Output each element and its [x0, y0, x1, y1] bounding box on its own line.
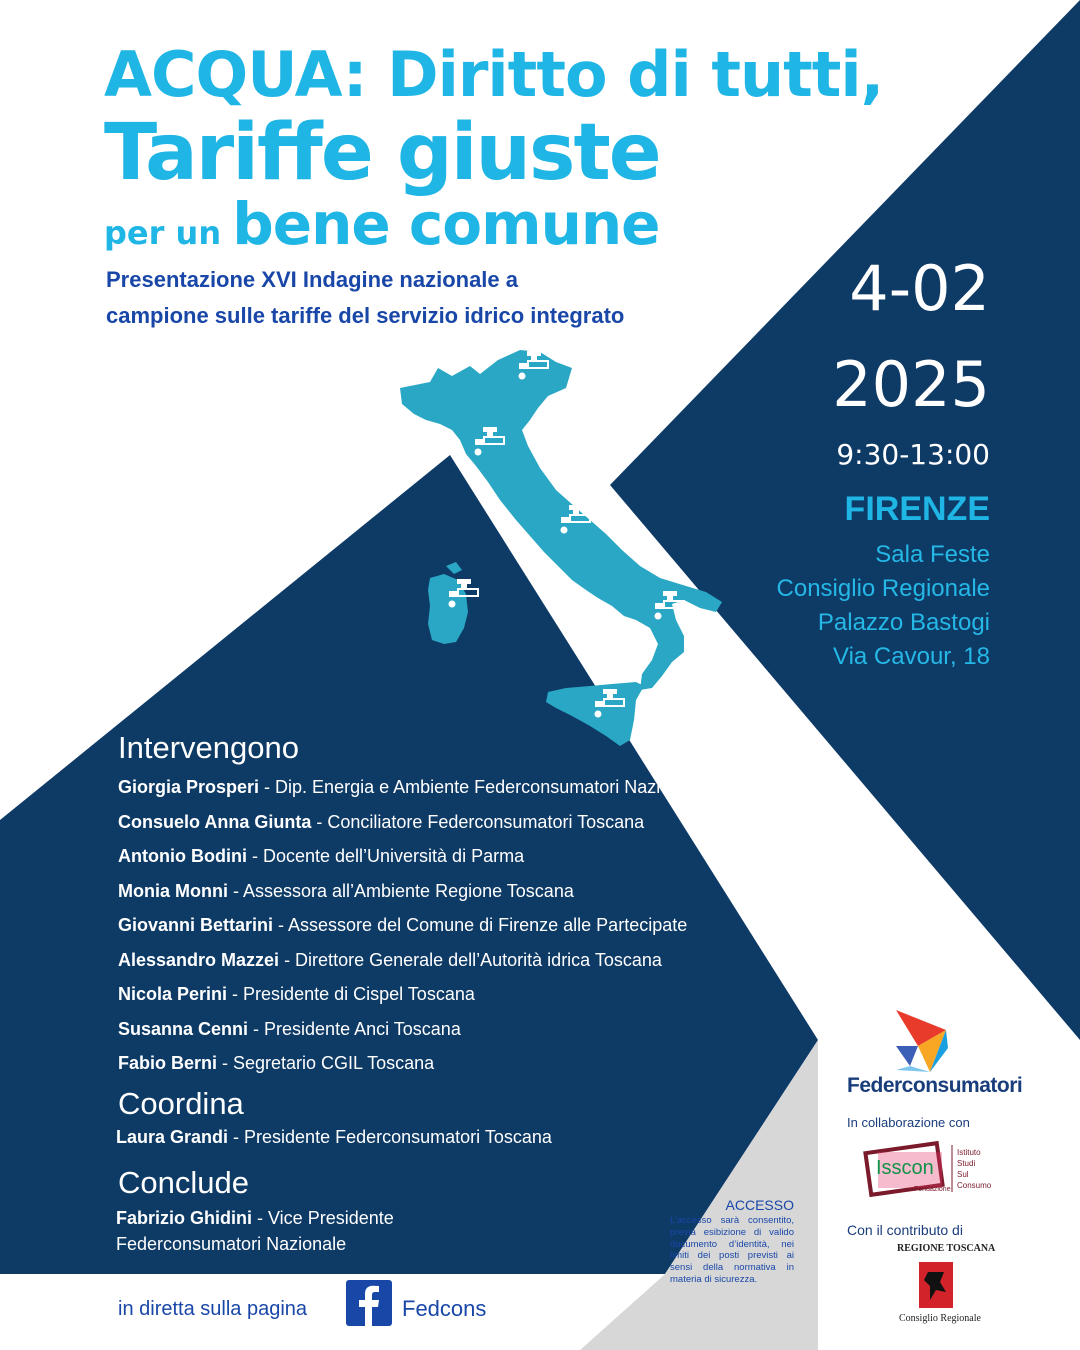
speaker-name: Giovanni Bettarini — [118, 915, 274, 935]
isscon-fondazione: Fondazione — [914, 1186, 951, 1193]
speaker-name: Monia Monni — [118, 880, 228, 901]
speaker-row — [118, 1046, 704, 1081]
event-venue — [777, 538, 990, 674]
isscon-line: Sul — [957, 1170, 969, 1179]
venue-line: Consiglio Regionale — [776, 575, 990, 602]
speaker-name: Fabio Berni — [118, 1053, 218, 1073]
section-coordina: Coordina — [118, 1086, 244, 1121]
venue-line: Palazzo Bastogi — [817, 609, 990, 636]
consiglio-regionale-label: Consiglio Regionale — [899, 1313, 981, 1324]
venue-line: Sala Feste — [875, 541, 990, 568]
isscon-name: Isscon — [876, 1157, 934, 1179]
speaker-row — [118, 805, 704, 840]
title-line-2: Tariffe giuste — [104, 108, 660, 198]
isscon-subtitle — [957, 1147, 991, 1191]
title-line-3-small: per un — [104, 214, 233, 252]
speaker-name: Susanna Cenni — [118, 1018, 249, 1039]
subtitle: Presentazione XVI Indagine nazionale a campione sulle tariffe del servizio idrico integrato — [106, 267, 625, 328]
event-date-day-month: 4-02 — [849, 252, 990, 325]
speaker-role: - Segretario CGIL Toscana — [217, 1053, 435, 1073]
access-title: ACCESSO — [725, 1197, 794, 1213]
event-time: 9:30-13:00 — [836, 438, 990, 471]
isscon-line: Consumo — [957, 1181, 992, 1190]
speaker-row — [118, 839, 704, 874]
facebook-page-link[interactable]: Fedcons — [402, 1296, 487, 1321]
section-conclude: Conclude — [118, 1165, 249, 1200]
conclusion-role-2: Federconsumatori Nazionale — [116, 1234, 347, 1254]
collaboration-text: In collaborazione con — [847, 1115, 970, 1130]
speaker-row — [118, 874, 704, 909]
speaker-row — [118, 770, 704, 805]
speaker-row — [118, 977, 704, 1012]
speaker-role: - Presidente Anci Toscana — [248, 1018, 461, 1039]
facebook-f-glyph — [346, 1280, 392, 1326]
speaker-name: Alessandro Mazzei — [118, 949, 280, 970]
section-intervengono: Intervengono — [118, 730, 299, 765]
isscon-line: Istituto — [957, 1148, 981, 1157]
speaker-name: Giorgia Prosperi — [118, 777, 260, 797]
live-text: in diretta sulla pagina — [118, 1298, 308, 1320]
speaker-name: Consuelo Anna Giunta — [118, 811, 312, 832]
speaker-name: Nicola Perini — [118, 984, 228, 1004]
speaker-role: - Conciliatore Federconsumatori Toscana — [311, 811, 645, 832]
speaker-role: - Docente dell’Università di Parma — [246, 846, 525, 866]
regione-toscana-label: REGIONE TOSCANA — [897, 1243, 996, 1254]
federconsumatori-name: Federconsumatori — [847, 1074, 1023, 1097]
title-line-3-big: bene comune — [232, 190, 660, 258]
event-city: FIRENZE — [844, 490, 990, 528]
facebook-icon[interactable] — [346, 1280, 392, 1326]
conclusion — [116, 1205, 516, 1257]
title-line-1: ACQUA: Diritto di tutti, — [104, 38, 884, 111]
isscon-line: Studi — [957, 1159, 976, 1168]
speaker-role: - Direttore Generale dell’Autorità idrica Toscana — [279, 949, 662, 970]
conclusion-name: Fabrizio Ghidini — [116, 1208, 252, 1228]
venue-line: Via Cavour, 18 — [833, 643, 990, 670]
speakers-list — [118, 770, 704, 1081]
speaker-role: - Assessora all’Ambiente Regione Toscana — [227, 880, 574, 901]
speaker-role: - Assessore del Comune di Firenze alle Partecipate — [273, 915, 688, 935]
speaker-row — [118, 908, 704, 943]
conclusion-line — [116, 1205, 516, 1231]
title-line-3 — [104, 190, 660, 258]
coordinator-name: Laura Grandi — [116, 1127, 229, 1147]
regione-toscana-emblem-icon — [919, 1262, 953, 1308]
navy-bottom-strip — [0, 1274, 665, 1350]
conclusion-role: - Vice Presidente — [252, 1208, 394, 1228]
speaker-role: - Presidente di Cispel Toscana — [227, 984, 475, 1004]
speaker-row — [118, 1012, 704, 1047]
access-text: L’accesso sarà consentito, previa esibizione di valido documento d’identità, nei limiti dei posti previsti ai sensi della normativa in materia di sicurezza. — [670, 1215, 794, 1285]
speaker-role: - Dip. Energia e Ambiente Federconsumatori Nazionale — [259, 777, 705, 797]
coordinator-role: - Presidente Federconsumatori Toscana — [228, 1127, 552, 1147]
coordinator — [116, 1127, 552, 1148]
speaker-row — [118, 943, 704, 978]
speaker-name: Antonio Bodini — [118, 846, 247, 866]
contribution-text: Con il contributo di — [847, 1222, 963, 1238]
event-date-year: 2025 — [832, 348, 990, 421]
